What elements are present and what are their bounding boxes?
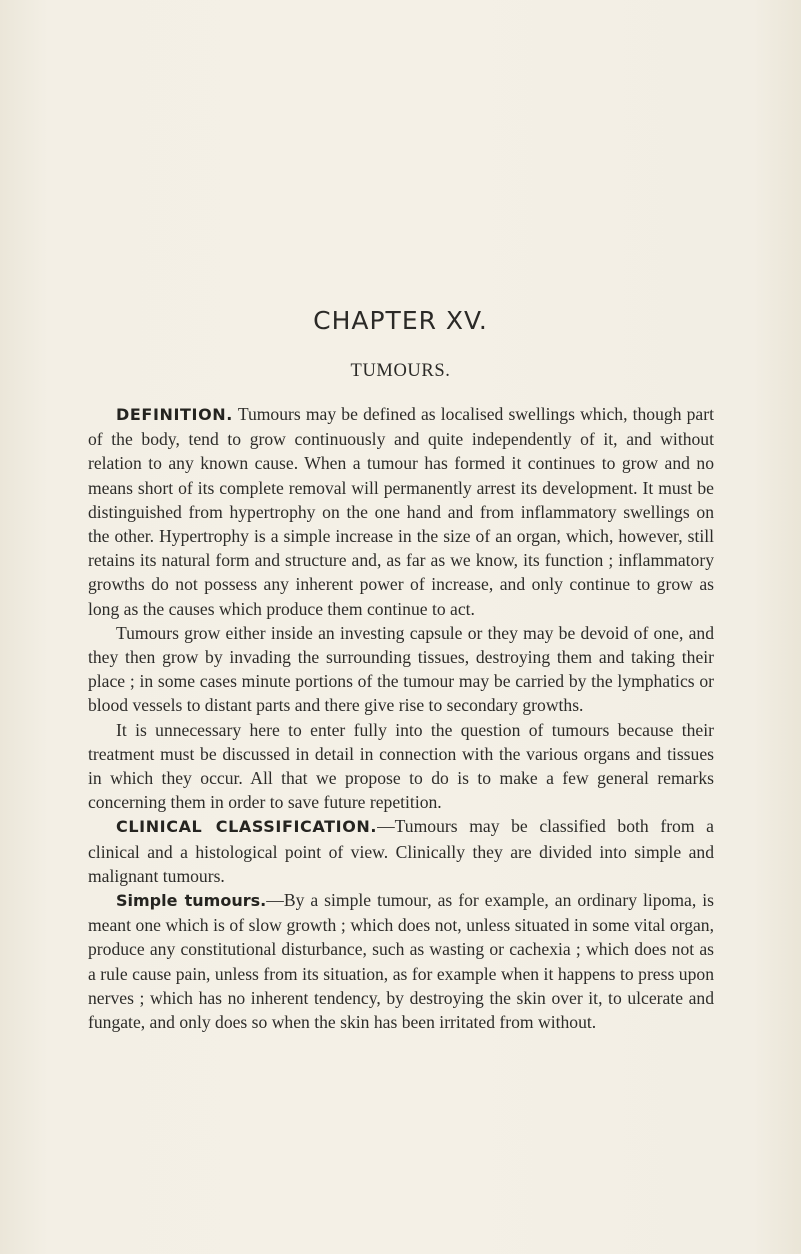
- classification-text: —Tumours may be classified both from a clinical and a histological point of view. Clinically they are divided into simple and malignant tumours.: [88, 816, 714, 886]
- paragraph-capsule: [88, 621, 714, 718]
- body-text: [88, 402, 714, 1034]
- paragraph-unnecessary: [88, 718, 714, 815]
- paragraph-simple-tumours: [88, 888, 714, 1034]
- classification-lead: CLINICAL CLASSIFICATION.: [116, 817, 378, 837]
- definition-text: Tumours may be defined as localised swellings which, though part of the body, tend to grow continuously and quite independently of it, and without relation to any known cause. When a tumour has formed it continues to grow and no means short of its complete removal will permanently arrest its development. It must be distinguished from hypertrophy on the one hand and from inflammatory swellings on the other. Hypertrophy is a simple increase in the size of an organ, which, however, still retains its natural form and structure and, as far as we know, its function ; inflammatory growths do not possess any inherent power of increase, and only continue to grow as long as the causes which produce them continue to act.: [88, 404, 714, 619]
- chapter-heading: CHAPTER XV.: [313, 306, 488, 335]
- paragraph-classification: [88, 814, 714, 888]
- capsule-text: Tumours grow either inside an investing capsule or they may be devoid of one, and they then grow by invading the surrounding tissues, destroying them and taking their place ; in some cases minute portions of the tumour may be carried by the lymphatics or blood vessels to distant parts and there give rise to secondary growths.: [88, 622, 714, 716]
- unnecessary-text: It is unnecessary here to enter fully into the question of tumours because their treatment must be discussed in detail in connection with the various organs and tissues in which they occur. All that we propose to do is to make a few general remarks concerning them in order to save future repetition.: [88, 719, 714, 813]
- definition-lead: DEFINITION.: [116, 405, 233, 424]
- simple-tumours-lead: Simple tumours.: [116, 891, 267, 911]
- paragraph-definition: [88, 402, 714, 621]
- chapter-title: TUMOURS.: [350, 361, 451, 381]
- simple-tumours-text: —By a simple tumour, as for example, an ordinary lipoma, is meant one which is of slow growth ; which does not, unless situated in some vital organ, produce any constitutional disturbance, such as wasting or cachexia ; which does not as a rule cause pain, unless from its situation, as for example when it happens to press upon nerves ; which has no inherent tendency, by destroying the skin over it, to ulcerate and fungate, and only does so when the skin has been irritated from without.: [88, 890, 715, 1033]
